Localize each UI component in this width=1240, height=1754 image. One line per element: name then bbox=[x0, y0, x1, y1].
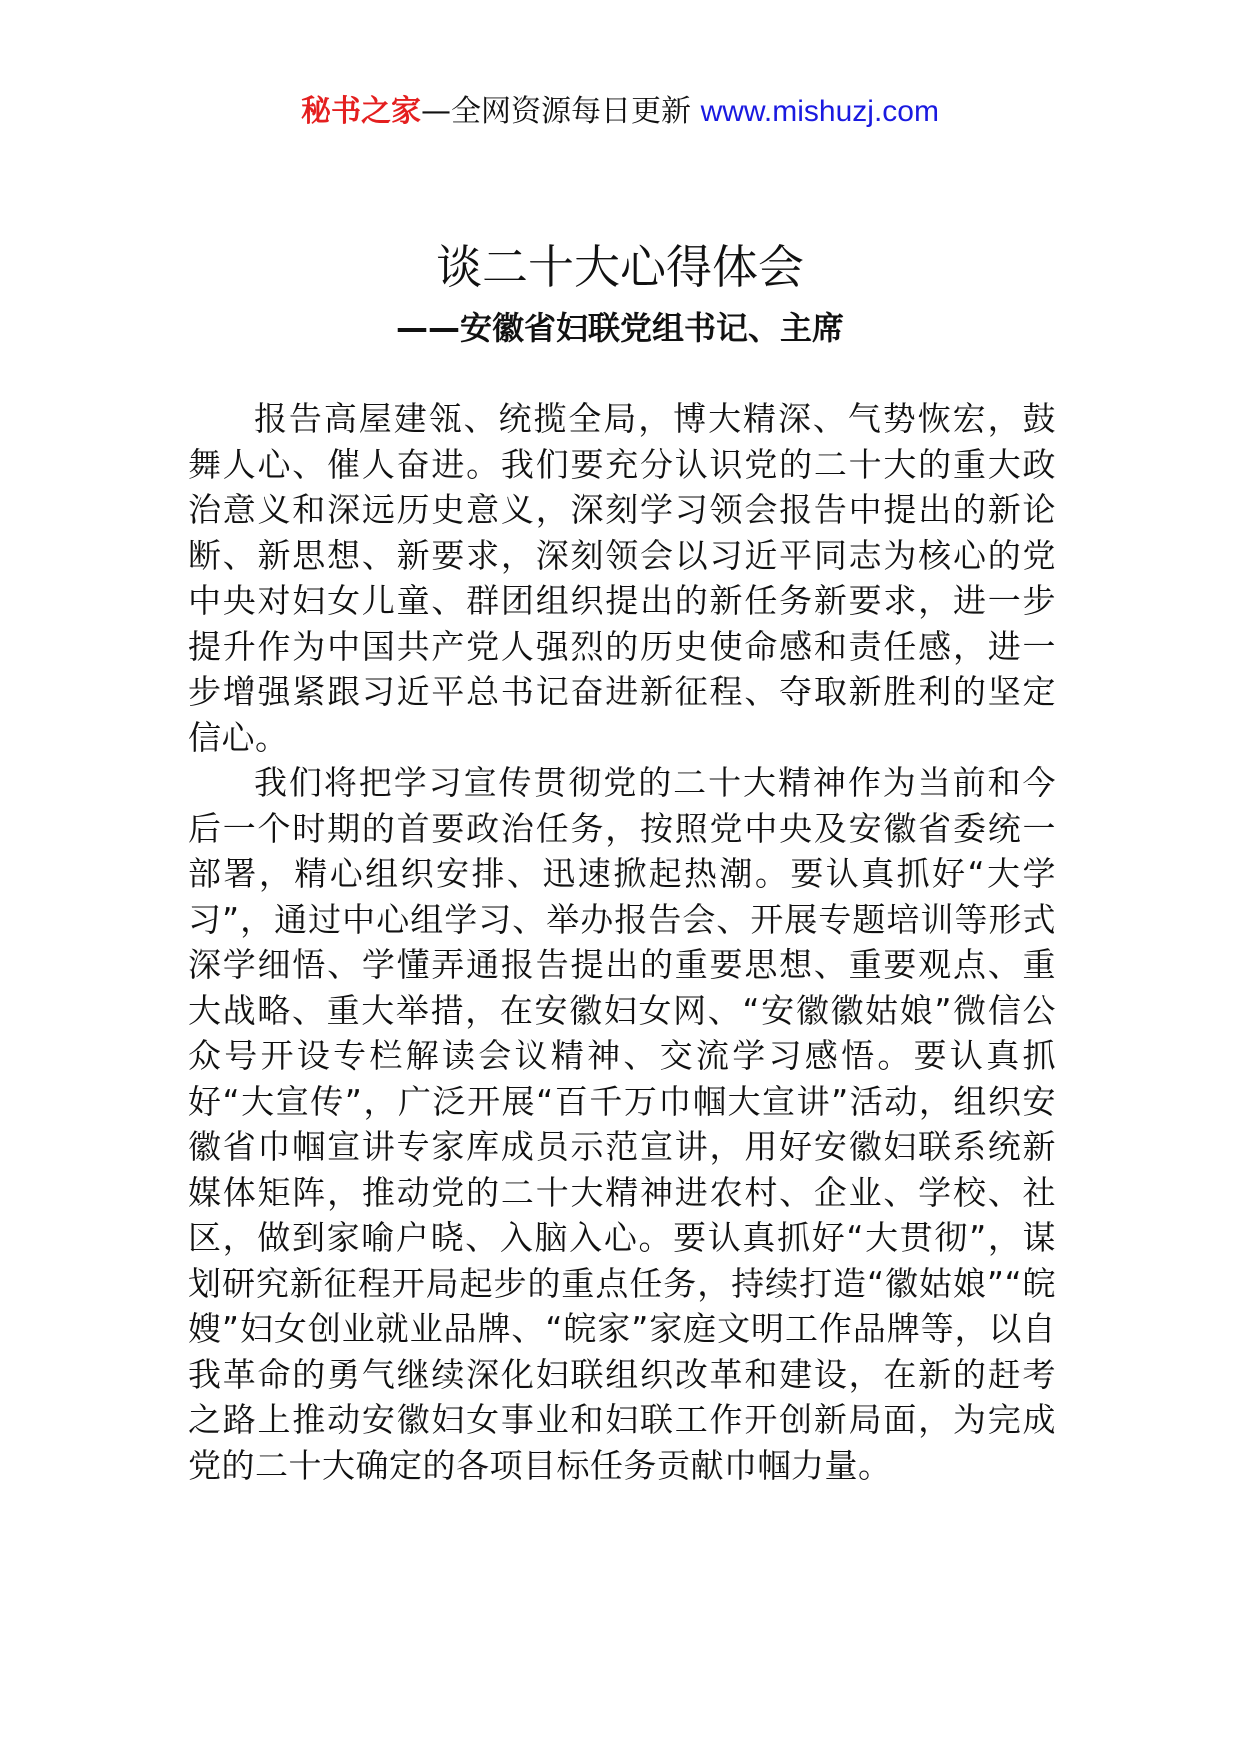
document-body bbox=[188, 396, 1056, 1488]
document-subtitle: ——安徽省妇联党组书记、主席 bbox=[395, 309, 844, 347]
brand-name: 秘书之家 bbox=[301, 94, 422, 129]
document-title: 谈二十大心得体会 bbox=[436, 240, 804, 294]
page-header bbox=[0, 92, 1240, 132]
header-tagline: —全网资源每日更新 bbox=[421, 94, 701, 129]
body-paragraph-1: 报告高屋建瓴、统揽全局，博大精深、气势恢宏，鼓舞人心、催人奋进。我们要充分认识党的二十大的重大政治意义和深远历史意义，深刻学习领会报告中提出的新论断、新思想、新要求，深刻领会以习近平同志为核心的党中央对妇女儿童、群团组织提出的新任务新要求，进一步提升作为中国共产党人强烈的历史使命感和责任感，进一步增强紧跟习近平总书记奋进新征程、夺取新胜利的坚定信心。 bbox=[188, 399, 1056, 757]
site-url-link[interactable]: www.mishuzj.com bbox=[700, 95, 939, 128]
body-paragraph-2: 我们将把学习宣传贯彻党的二十大精神作为当前和今后一个时期的首要政治任务，按照党中央及安徽省委统一部署，精心组织安排、迅速掀起热潮。要认真抓好“大学习”，通过中心组学习、举办报告会、开展专题培训等形式深学细悟、学懂弄通报告提出的重要思想、重要观点、重大战略、重大举措，在安徽妇女网、“安徽徽姑娘”微信公众号开设专栏解读会议精神、交流学习感悟。要认真抓好“大宣传”，广泛开展“百千万巾帼大宣讲”活动，组织安徽省巾帼宣讲专家库成员示范宣讲，用好安徽妇联系统新媒体矩阵，推动党的二十大精神进农村、企业、学校、社区，做到家喻户晓、入脑入心。要认真抓好“大贯彻”，谋划研究新征程开局起步的重点任务，持续打造“徽姑娘”“皖嫂”妇女创业就业品牌、“皖家”家庭文明工作品牌等，以自我革命的勇气继续深化妇联组织改革和建设，在新的赶考之路上推动安徽妇女事业和妇联工作开创新局面，为完成党的二十大确定的各项目标任务贡献巾帼力量。 bbox=[188, 763, 1056, 1485]
